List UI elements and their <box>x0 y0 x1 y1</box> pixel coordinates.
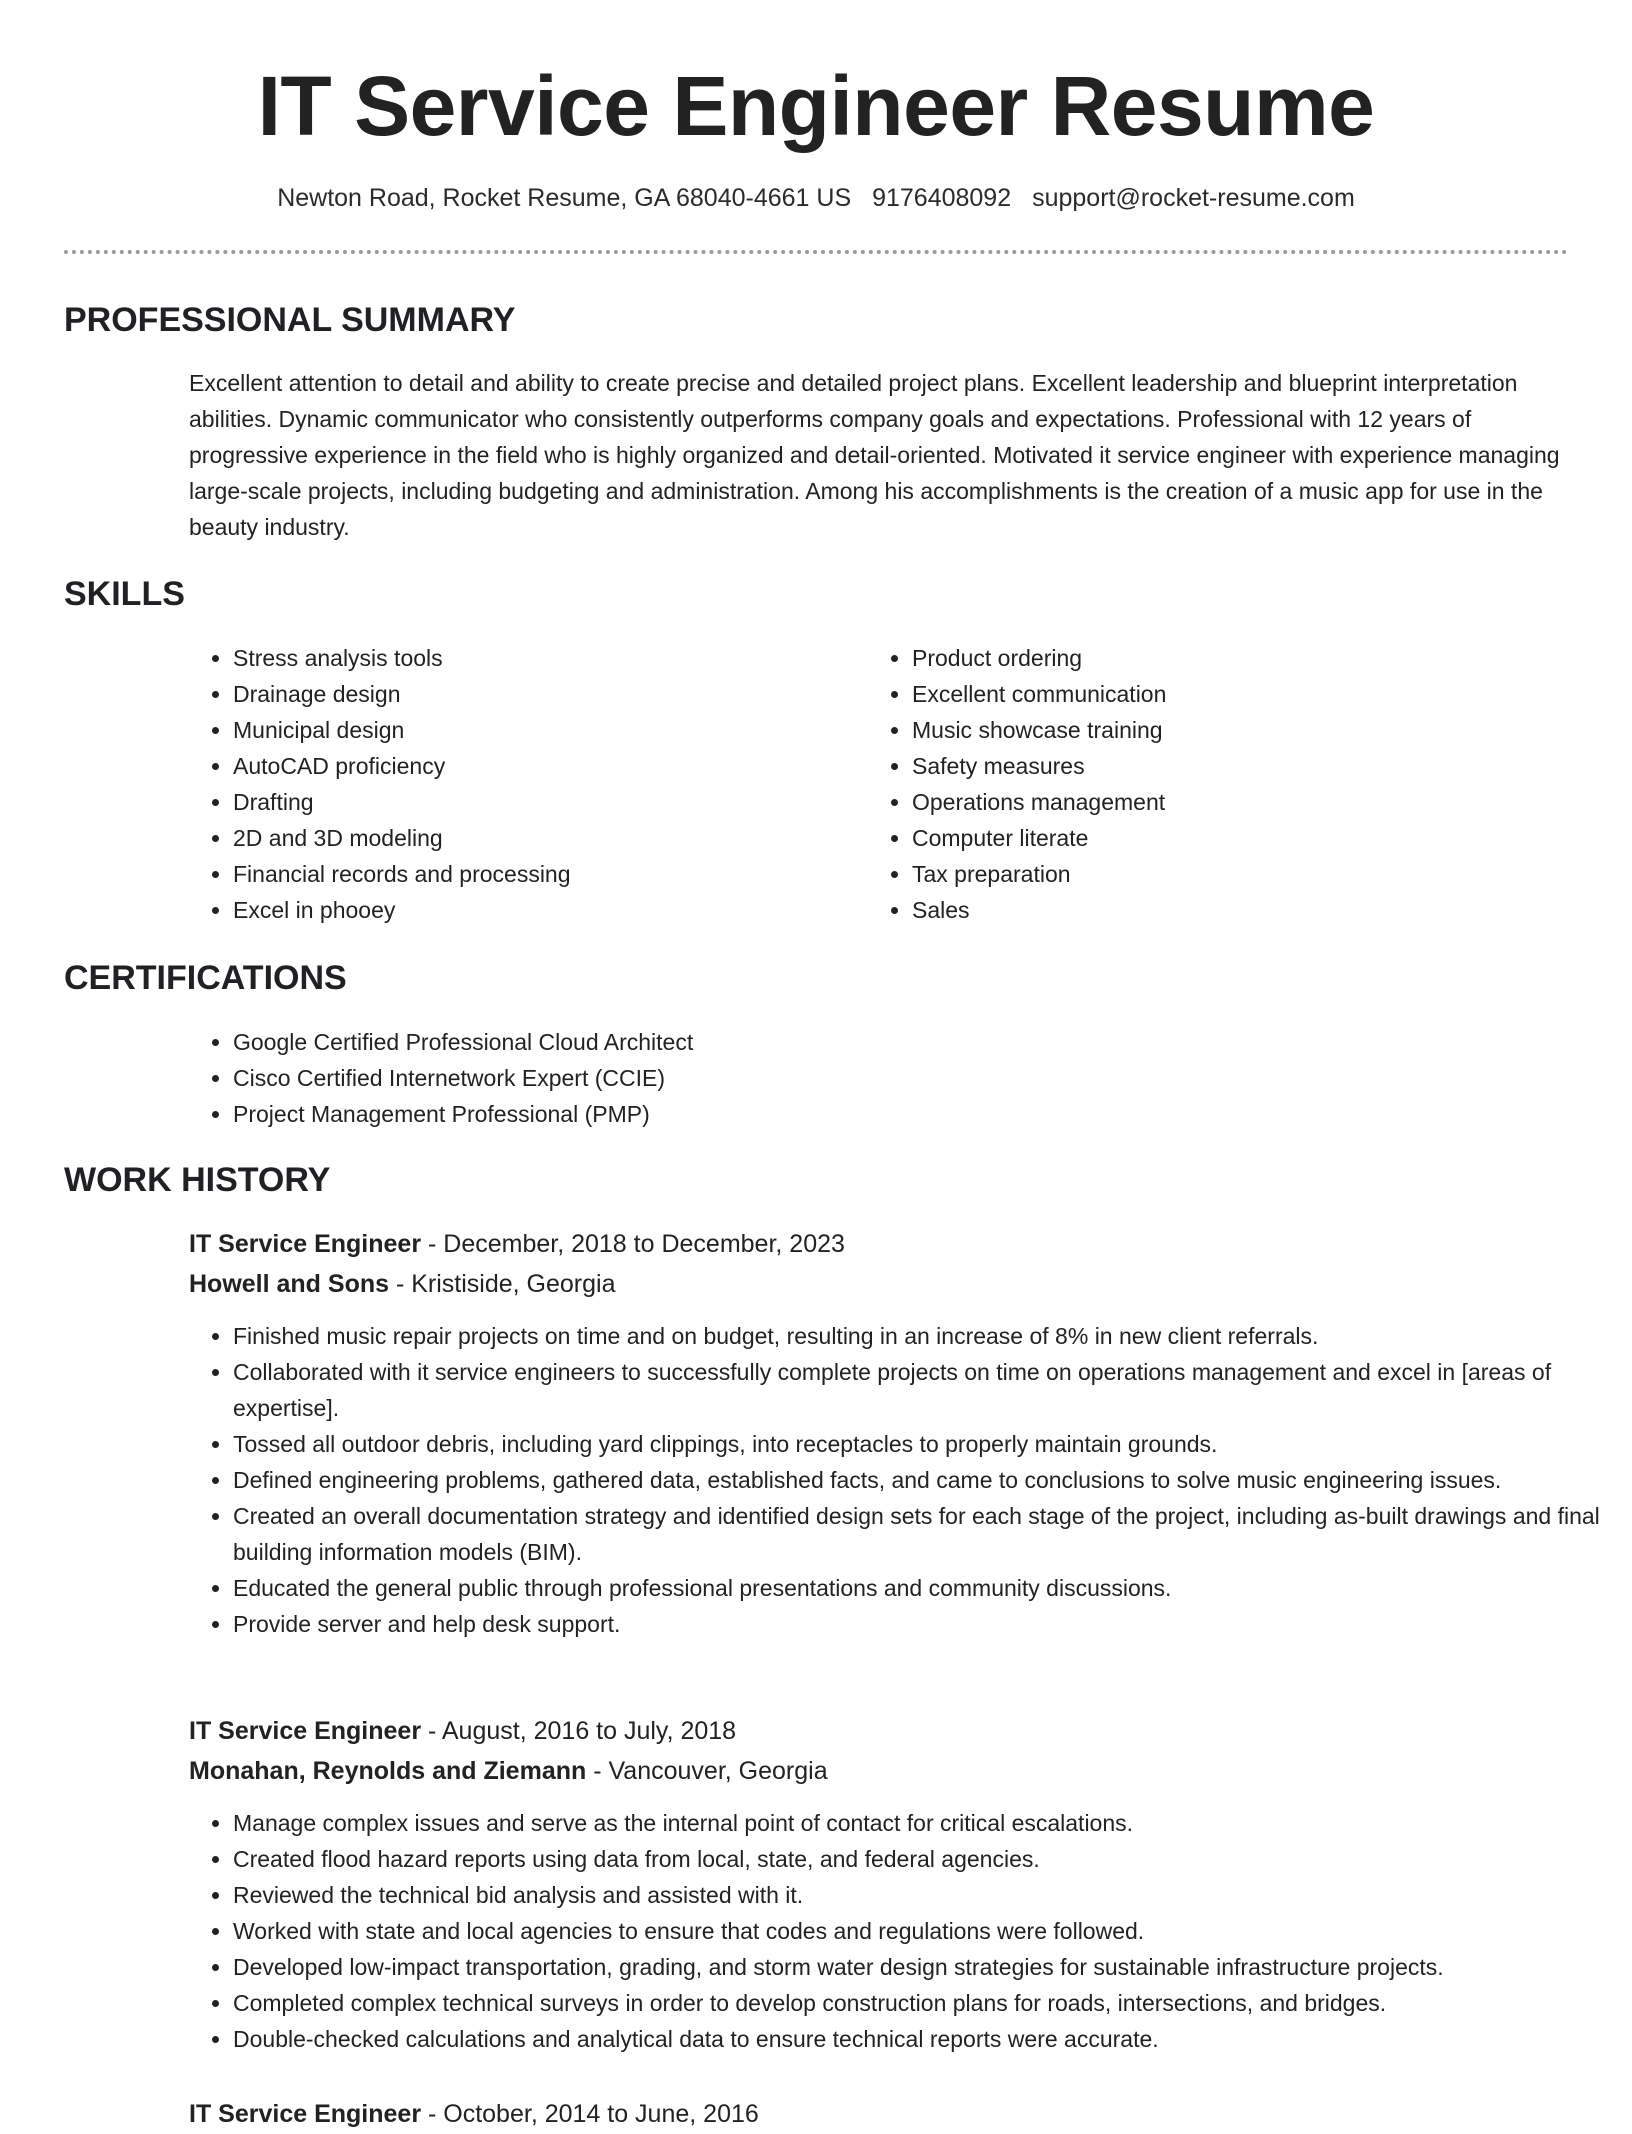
job-title: IT Service Engineer <box>189 2100 422 2128</box>
job-title-line <box>189 2094 759 2134</box>
job-company-line <box>189 1751 828 1791</box>
list-item: • Project Management Professional (PMP) <box>233 1096 1533 1132</box>
list-item: • Operations management <box>912 784 1512 820</box>
list-item: • Tossed all outdoor debris, including yard clippings, into receptacles to properly maintain grounds. <box>233 1426 1613 1462</box>
list-item: • Product ordering <box>912 640 1512 676</box>
list-item: • Defined engineering problems, gathered data, established facts, and came to conclusions to solve music engineering issues. <box>233 1462 1613 1498</box>
list-item: • Music showcase training <box>912 712 1512 748</box>
list-item: • Municipal design <box>233 712 833 748</box>
job-company-line <box>189 1264 616 1304</box>
list-item: • Safety measures <box>912 748 1512 784</box>
job-location: - Kristiside, Georgia <box>389 1270 616 1298</box>
list-item: • Worked with state and local agencies to ensure that codes and regulations were followed. <box>233 1913 1613 1949</box>
work-heading: WORK HISTORY <box>64 1161 331 1199</box>
job-title-line <box>189 1711 736 1751</box>
list-item: • Cisco Certified Internetwork Expert (CCIE) <box>233 1060 1533 1096</box>
contact-phone: 9176408092 <box>872 184 1012 212</box>
list-item: • Finished music repair projects on time and on budget, resulting in an increase of 8% in new client referrals. <box>233 1318 1613 1354</box>
list-item: • Educated the general public through professional presentations and community discussions. <box>233 1570 1613 1606</box>
contact-email: support@rocket-resume.com <box>1032 184 1355 212</box>
list-item: • AutoCAD proficiency <box>233 748 833 784</box>
certifications-heading: CERTIFICATIONS <box>64 959 347 997</box>
job-company: Monahan, Reynolds and Ziemann <box>189 1757 587 1785</box>
job-title: IT Service Engineer <box>189 1717 422 1745</box>
job-title: IT Service Engineer <box>189 1230 422 1258</box>
list-item: • Provide server and help desk support. <box>233 1606 1613 1642</box>
list-item: • Excellent communication <box>912 676 1512 712</box>
job-dates: - December, 2018 to December, 2023 <box>421 1230 845 1258</box>
job-company: Howell and Sons <box>189 1270 390 1298</box>
contact-address: Newton Road, Rocket Resume, GA 68040-4661 US <box>277 184 852 212</box>
list-item: • Tax preparation <box>912 856 1512 892</box>
list-item: • Sales <box>912 892 1512 928</box>
list-item: • Collaborated with it service engineers to successfully complete projects on time on operations management and excel in [areas of expertise]. <box>233 1354 1613 1426</box>
job-bullets <box>189 1805 1613 2057</box>
list-item: • 2D and 3D modeling <box>233 820 833 856</box>
list-item: • Created flood hazard reports using data from local, state, and federal agencies. <box>233 1841 1613 1877</box>
list-item: • Computer literate <box>912 820 1512 856</box>
list-item: • Google Certified Professional Cloud Architect <box>233 1024 1533 1060</box>
list-item: • Stress analysis tools <box>233 640 833 676</box>
skills-heading: SKILLS <box>64 575 185 613</box>
job-dates: - August, 2016 to July, 2018 <box>421 1717 737 1745</box>
list-item: • Drainage design <box>233 676 833 712</box>
page-title: IT Service Engineer Resume <box>257 59 1375 153</box>
skills-list-left <box>189 640 833 928</box>
list-item: • Double-checked calculations and analytical data to ensure technical reports were accurate. <box>233 2021 1613 2057</box>
list-item: • Reviewed the technical bid analysis and assisted with it. <box>233 1877 1613 1913</box>
job-dates: - October, 2014 to June, 2016 <box>421 2100 759 2128</box>
job-bullets <box>189 1318 1613 1642</box>
list-item: • Financial records and processing <box>233 856 833 892</box>
list-item: • Developed low-impact transportation, grading, and storm water design strategies for sustainable infrastructure projects. <box>233 1949 1613 1985</box>
contact-line <box>0 180 1632 216</box>
certifications-list <box>189 1024 1533 1132</box>
list-item: • Manage complex issues and serve as the internal point of contact for critical escalations. <box>233 1805 1613 1841</box>
header-divider <box>64 250 1568 254</box>
list-item: • Excel in phooey <box>233 892 833 928</box>
skills-list-right <box>868 640 1512 928</box>
job-location: - Vancouver, Georgia <box>586 1757 828 1785</box>
list-item: • Drafting <box>233 784 833 820</box>
job-title-line <box>189 1224 845 1264</box>
summary-heading: PROFESSIONAL SUMMARY <box>64 301 516 339</box>
list-item: • Created an overall documentation strategy and identified design sets for each stage of the project, including as-built drawings and final building information models (BIM). <box>233 1498 1613 1570</box>
list-item: • Completed complex technical surveys in order to develop construction plans for roads, intersections, and bridges. <box>233 1985 1613 2021</box>
summary-text: Excellent attention to detail and ability to create precise and detailed project plans. Excellent leadership and blueprint interpretation abilities. Dynamic communicator who consistently outperforms company goals and expectations. Professional with 12 years of progressive experience in the field who is highly organized and detail-oriented. Motivated it service engineer with experience managing large-scale projects, including budgeting and administration. Among his accomplishments is the creation of a music app for use in the beauty industry. <box>189 370 1560 540</box>
